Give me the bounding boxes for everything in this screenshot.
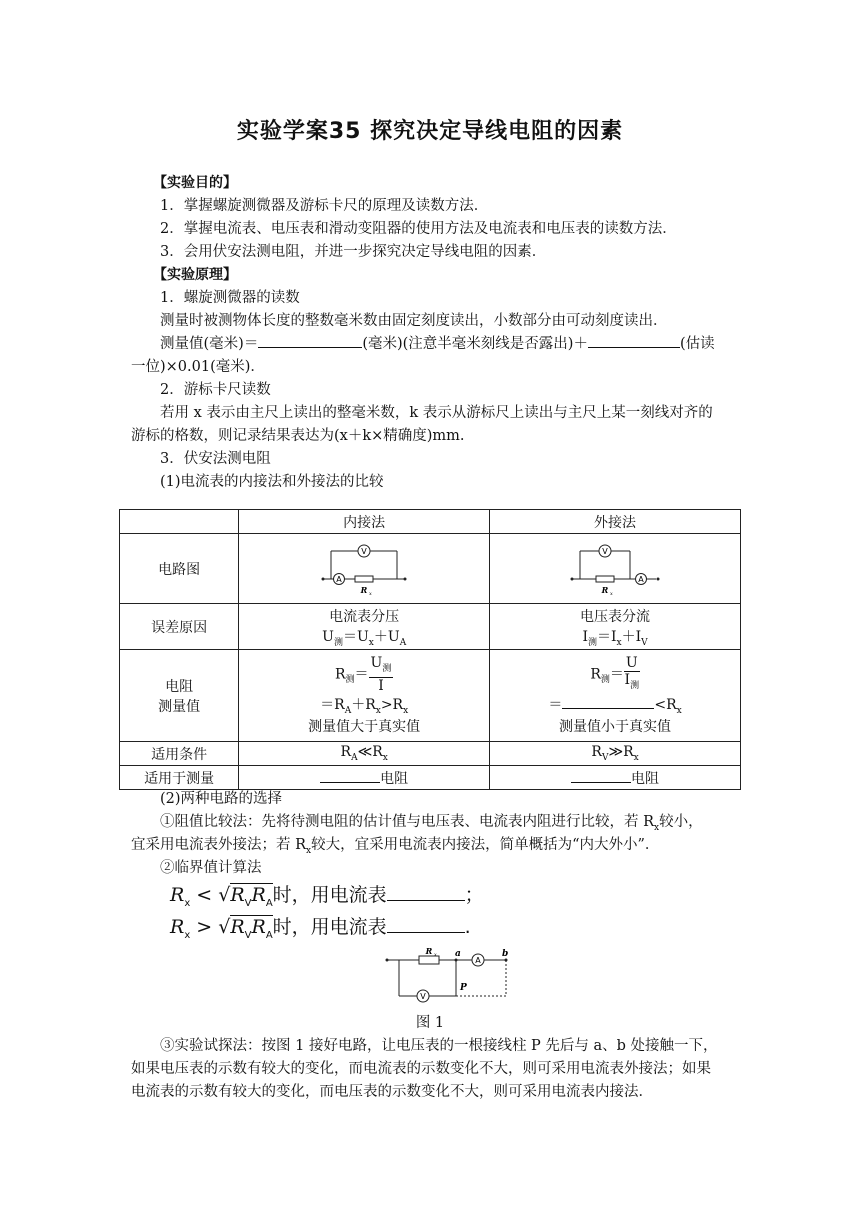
outer-error-cell xyxy=(490,604,741,650)
inner-error-cell xyxy=(239,604,490,650)
svg-text:A: A xyxy=(638,574,644,584)
outer-circuit-diagram xyxy=(570,541,660,597)
svg-text:x: x xyxy=(434,952,437,958)
figure-1-caption: 图 1 xyxy=(415,1015,445,1031)
inner-measure-result: $=R_A+R_x>R_x$ xyxy=(320,697,409,716)
table-row-suited xyxy=(120,766,741,790)
table-header-row xyxy=(120,510,741,534)
micrometer-formula-a: 测量值(毫米)＝ xyxy=(160,336,259,352)
outer-measure-fraction: $R_测=$ $\frac{U}{I_测}$ xyxy=(590,655,640,691)
outer-circuit-cell xyxy=(490,534,741,604)
table-row-condition xyxy=(120,742,741,766)
vernier-title: 2．游标卡尺读数 xyxy=(160,382,271,398)
trial-line-3: 电流表的示数有较大的变化，而电压表的示数变化不大，则可采用电流表内接法． xyxy=(131,1084,653,1100)
inner-circuit-cell xyxy=(239,534,490,604)
outer-measure-cell xyxy=(490,650,741,742)
row-label-circuit: 电路图 xyxy=(120,534,239,604)
critical-blank-1[interactable] xyxy=(387,880,465,901)
outer-suited-blank[interactable] xyxy=(571,768,631,783)
inner-error-text: 电流表分压 xyxy=(329,608,400,625)
comparison-table xyxy=(119,509,741,790)
svg-text:V: V xyxy=(420,992,426,1001)
row-label-suited: 适用于测量 xyxy=(120,766,239,790)
purpose-heading: 【实验目的】 xyxy=(153,175,237,191)
critical-blank-2[interactable] xyxy=(387,912,465,933)
outer-condition: $R_V≫R_x$ xyxy=(490,742,741,766)
table-row-circuit xyxy=(120,534,741,604)
svg-text:A: A xyxy=(475,956,481,965)
critical-formula-1: $R_x < √R_VR_A$时，用电流表 ； xyxy=(170,880,484,909)
svg-text:b: b xyxy=(502,949,509,959)
critical-title: ②临界值计算法 xyxy=(160,860,262,876)
inner-circuit-diagram xyxy=(319,541,409,597)
row-label-measure: 电阻 测量值 xyxy=(120,650,239,742)
purpose-item-3: 3．会用伏安法测电阻，并进一步探究决定导线电阻的因素． xyxy=(160,244,547,260)
purpose-item-2: 2．掌握电流表、电压表和滑动变阻器的使用方法及电流表和电压表的读数方法． xyxy=(160,221,677,237)
svg-text:x: x xyxy=(369,590,372,597)
inner-measure-bigger: 测量值大于真实值 xyxy=(308,718,421,735)
principle-heading: 【实验原理】 xyxy=(153,267,237,283)
outer-measure-blank[interactable] xyxy=(562,694,654,709)
inner-suited-blank[interactable] xyxy=(320,768,380,783)
figure-1-circuit xyxy=(385,944,515,1004)
micrometer-title: 1．螺旋测微器的读数 xyxy=(160,290,300,306)
micrometer-formula-cont: 一位)×0.01(毫米)． xyxy=(131,359,265,375)
choice-title: (2)两种电路的选择 xyxy=(160,791,283,807)
inner-measure-fraction: $R_测=$ $\frac{U_测}{I}$ xyxy=(334,655,392,694)
inner-suited: 电阻 xyxy=(239,766,490,790)
table-row-measure xyxy=(120,650,741,742)
table-row-error xyxy=(120,604,741,650)
svg-text:V: V xyxy=(361,546,367,556)
outer-error-text: 电压表分流 xyxy=(580,608,651,625)
svg-text:A: A xyxy=(336,574,342,584)
svg-text:P: P xyxy=(460,983,467,993)
outer-error-formula: $I_测=I_x+I_V$ xyxy=(582,628,648,648)
svg-text:R: R xyxy=(601,584,609,595)
vernier-desc-2: 游标的格数，则记录结果表达为(x＋k×精确度)mm. xyxy=(131,428,465,444)
inner-measure-cell xyxy=(239,650,490,742)
critical-formula-2: $R_x > √R_VR_A$时，用电流表 . xyxy=(170,912,471,941)
inner-error-formula: $U_测=U_x+U_A$ xyxy=(322,628,407,648)
micrometer-formula-b: (毫米)(注意半毫米刻线是否露出)＋ xyxy=(362,336,588,352)
page-title: 实验学案35 探究决定导线电阻的因素 xyxy=(236,119,624,144)
ratio-line-2: 宜采用电流表外接法；若 $R_x$较大，宜采用电流表内接法，简单概括为“内大外小”． xyxy=(131,837,660,856)
trial-line-2: 如果电压表的示数有较大的变化，而电流表的示数变化不大，则可采用电流表外接法；如果 xyxy=(131,1061,711,1077)
micrometer-formula xyxy=(160,333,715,355)
svg-text:x: x xyxy=(610,590,613,597)
table-corner xyxy=(120,510,239,534)
vernier-desc-1: 若用 x 表示由主尺上读出的整毫米数，k 表示从游标尺上读出与主尺上某一刻线对齐的 xyxy=(160,405,713,421)
va-title: 3．伏安法测电阻 xyxy=(160,451,271,467)
row-label-condition: 适用条件 xyxy=(120,742,239,766)
purpose-item-1: 1．掌握螺旋测微器及游标卡尺的原理及读数方法． xyxy=(160,198,489,214)
va-sub1: (1)电流表的内接法和外接法的比较 xyxy=(160,474,384,490)
inner-condition: $R_A≪R_x$ xyxy=(239,742,490,766)
ratio-line-1: ①阻值比较法：先将待测电阻的估计值与电压表、电流表内阻进行比较，若 $R_x$较小， xyxy=(160,814,703,833)
micrometer-blank-1[interactable] xyxy=(258,333,362,348)
trial-line-1: ③实验试探法：按图 1 接好电路，让电压表的一根接线柱 P 先后与 a、b 处接触一下， xyxy=(160,1038,718,1054)
outer-measure-smaller: 测量值小于真实值 xyxy=(559,718,672,735)
svg-text:R: R xyxy=(360,584,368,595)
svg-text:a: a xyxy=(455,949,461,959)
micrometer-desc: 测量时被测物体长度的整数毫米数由固定刻度读出，小数部分由可动刻度读出． xyxy=(160,313,668,329)
svg-text:V: V xyxy=(602,546,608,556)
outer-measure-result: ＝ $<R_x$ xyxy=(490,694,740,716)
col-outer-header: 外接法 xyxy=(490,510,741,534)
outer-suited: 电阻 xyxy=(490,766,741,790)
micrometer-blank-2[interactable] xyxy=(588,333,680,348)
col-inner-header: 内接法 xyxy=(239,510,490,534)
svg-text:R: R xyxy=(425,946,433,956)
micrometer-formula-c: (估读 xyxy=(679,336,715,352)
row-label-error: 误差原因 xyxy=(120,604,239,650)
